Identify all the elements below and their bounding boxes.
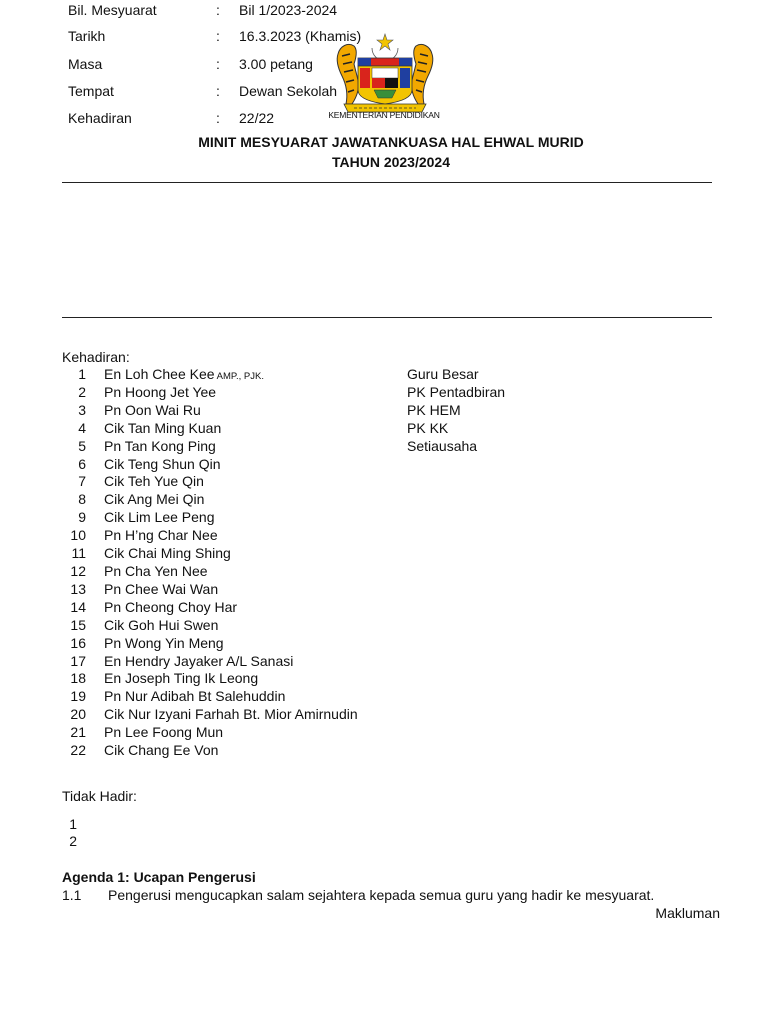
ministry-name: KEMENTERIAN PENDIDIKAN bbox=[328, 110, 440, 120]
attendee-number: 15 bbox=[70, 617, 86, 633]
agenda-heading: Agenda 1: Ucapan Pengerusi bbox=[62, 869, 256, 885]
info-key: Masa bbox=[68, 56, 103, 72]
attendee-name: Cik Chai Ming Shing bbox=[104, 545, 231, 561]
attendee-number: 6 bbox=[78, 456, 86, 472]
attendee-name: Cik Goh Hui Swen bbox=[104, 617, 219, 633]
attendee-honorific: AMP., PJK. bbox=[214, 371, 264, 382]
attendee-name: Cik Nur Izyani Farhah Bt. Mior Amirnudin bbox=[104, 706, 358, 722]
attendee-name: Pn Lee Foong Mun bbox=[104, 724, 224, 740]
attendee-name: Cik Tan Ming Kuan bbox=[104, 420, 222, 436]
attendee-number: 5 bbox=[78, 438, 86, 454]
info-colon: : bbox=[216, 28, 220, 44]
attendee-name: Pn Hoong Jet Yee bbox=[104, 384, 217, 400]
attendee-name: Pn Nur Adibah Bt Salehuddin bbox=[104, 688, 286, 704]
attendee-name: Cik Chang Ee Von bbox=[104, 742, 219, 758]
attendee-name: Pn Chee Wai Wan bbox=[104, 581, 219, 597]
attendee-name: Cik Teh Yue Qin bbox=[104, 473, 204, 489]
agenda-item-text: Pengerusi mengucapkan salam sejahtera kepada semua guru yang hadir ke mesyuarat. bbox=[108, 887, 655, 903]
info-colon: : bbox=[216, 110, 220, 126]
attendee-role: PK HEM bbox=[407, 402, 461, 418]
info-key: Kehadiran bbox=[68, 110, 132, 126]
attendee-name: Cik Teng Shun Qin bbox=[104, 456, 221, 472]
agenda-item-action: Makluman bbox=[655, 905, 720, 921]
attendee-number: 18 bbox=[70, 670, 86, 686]
list-item: 1 bbox=[69, 816, 77, 832]
info-value: Dewan Sekolah bbox=[239, 83, 338, 99]
attendee-number: 4 bbox=[78, 420, 86, 436]
attendee-name: Cik Ang Mei Qin bbox=[104, 491, 205, 507]
attendee-number: 12 bbox=[70, 563, 86, 579]
document-subtitle: TAHUN 2023/2024 bbox=[331, 154, 451, 170]
attendee-name: Cik Lim Lee Peng bbox=[104, 509, 215, 525]
info-colon: : bbox=[216, 56, 220, 72]
absent-label: Tidak Hadir: bbox=[62, 788, 137, 804]
attendee-number: 21 bbox=[70, 724, 86, 740]
info-colon: : bbox=[216, 2, 220, 18]
attendee-name: Pn H’ng Char Nee bbox=[104, 527, 218, 543]
info-key: Tempat bbox=[68, 83, 114, 99]
attendee-number: 20 bbox=[70, 706, 86, 722]
attendee-name: Pn Cha Yen Nee bbox=[104, 563, 208, 579]
agenda-item-number: 1.1 bbox=[62, 887, 82, 903]
attendee-role: Setiausaha bbox=[407, 438, 478, 454]
attendee-number: 22 bbox=[70, 742, 86, 758]
attendee-number: 11 bbox=[71, 545, 86, 561]
attendee-number: 16 bbox=[70, 635, 86, 651]
list-item: 2 bbox=[69, 833, 77, 849]
attendee-role: PK Pentadbiran bbox=[407, 384, 506, 400]
attendee-number: 10 bbox=[70, 527, 86, 543]
info-value: Bil 1/2023-2024 bbox=[239, 2, 338, 18]
attendee-name: Pn Oon Wai Ru bbox=[104, 402, 201, 418]
attendee-number: 13 bbox=[70, 581, 86, 597]
attendee-number: 7 bbox=[78, 473, 86, 489]
info-value: 22/22 bbox=[239, 110, 275, 126]
attendee-number: 2 bbox=[78, 384, 86, 400]
attendance-label: Kehadiran: bbox=[62, 349, 130, 365]
attendee-name: En Hendry Jayaker A/L Sanasi bbox=[104, 653, 294, 669]
document-title: MINIT MESYUARAT JAWATANKUASA HAL EHWAL MURID bbox=[198, 134, 584, 150]
info-value: 16.3.2023 (Khamis) bbox=[239, 28, 362, 44]
info-key: Bil. Mesyuarat bbox=[68, 2, 157, 18]
info-key: Tarikh bbox=[68, 28, 106, 44]
bottom-divider bbox=[62, 317, 712, 318]
malaysia-coat-of-arms-logo bbox=[330, 32, 440, 116]
attendee-name: Pn Wong Yin Meng bbox=[104, 635, 224, 651]
attendee-role: PK KK bbox=[407, 420, 449, 436]
attendee-name: Pn Tan Kong Ping bbox=[104, 438, 216, 454]
attendee-number: 3 bbox=[78, 402, 86, 418]
attendee-number: 19 bbox=[70, 688, 86, 704]
top-divider bbox=[62, 182, 712, 183]
attendee-number: 1 bbox=[78, 366, 86, 382]
info-colon: : bbox=[216, 83, 220, 99]
attendee-number: 9 bbox=[78, 509, 86, 525]
info-value: 3.00 petang bbox=[239, 56, 313, 72]
attendee-role: Guru Besar bbox=[407, 366, 479, 382]
attendee-name: En Joseph Ting Ik Leong bbox=[104, 670, 259, 686]
attendee-number: 17 bbox=[70, 653, 86, 669]
attendee-name: En Loh Chee Kee AMP., PJK. bbox=[104, 366, 264, 382]
attendee-number: 8 bbox=[78, 491, 86, 507]
attendee-name: Pn Cheong Choy Har bbox=[104, 599, 238, 615]
attendee-number: 14 bbox=[70, 599, 86, 615]
